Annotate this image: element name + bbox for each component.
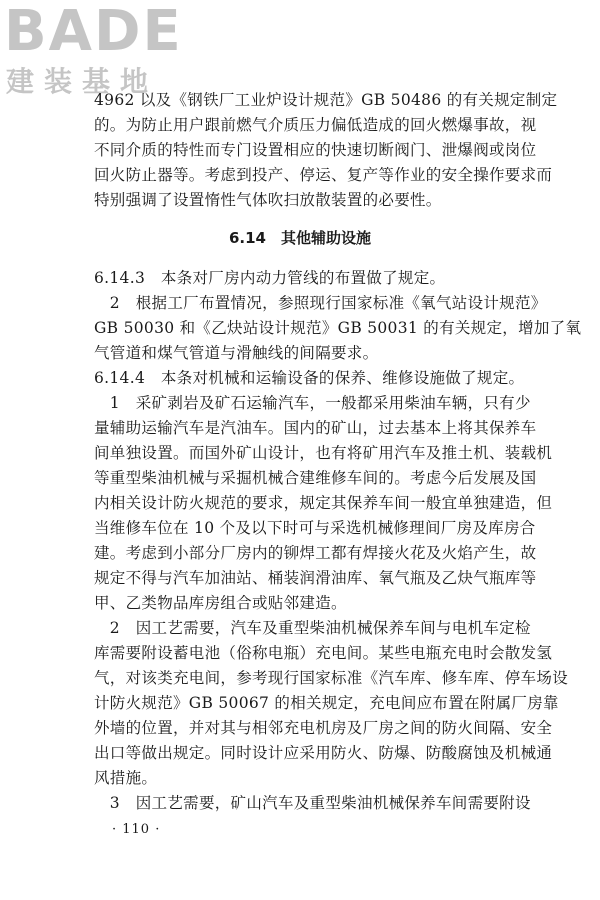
text-line: 计防火规范》GB 50067 的相关规定，充电间应布置在附属厂房靠 [94, 694, 559, 712]
text-line: 风措施。 [94, 769, 158, 787]
text-line: 特别强调了设置惰性气体吹扫放散装置的必要性。 [94, 191, 442, 209]
text-line: 气管道和煤气管道与滑触线的间隔要求。 [94, 344, 379, 362]
text-line: 4962 以及《钢铁厂工业炉设计规范》GB 50486 的有关规定制定 [94, 91, 558, 109]
text-line: 外墙的位置，并对其与相邻充电机房及厂房之间的防火间隔、安全 [94, 719, 553, 737]
text-line: 出口等做出规定。同时设计应采用防火、防爆、防酸腐蚀及机械通 [94, 744, 553, 762]
text-line: GB 50030 和《乙炔站设计规范》GB 50031 的有关规定，增加了氧 [94, 319, 582, 337]
watermark-subtitle: 建装基地 [6, 65, 159, 98]
section-heading: 6.14 其他辅助设施 [228, 229, 371, 247]
text-line: 当维修车位在 10 个及以下时可与采选机械修理间厂房及库房合 [94, 519, 536, 537]
text-line: 6.14.3 本条对厂房内动力管线的布置做了规定。 [94, 269, 446, 287]
text-line: 6.14.4 本条对机械和运输设备的保养、维修设施做了规定。 [94, 369, 525, 387]
text-line: 2 根据工厂布置情况，参照现行国家标准《氧气站设计规范》 [94, 294, 547, 312]
text-line: 气，对该类充电间，参考现行国家标准《汽车库、修车库、停车场设 [94, 669, 569, 687]
text-line: 规定不得与汽车加油站、桶装润滑油库、氧气瓶及乙炔气瓶库等 [94, 569, 537, 587]
text-line: 的。为防止用户跟前燃气介质压力偏低造成的回火燃爆事故，视 [94, 116, 537, 134]
text-line: 不同介质的特性而专门设置相应的快速切断阀门、泄爆阀或岗位 [94, 141, 537, 159]
text-line: 建。考虑到小部分厂房内的铆焊工都有焊接火花及火焰产生，故 [94, 544, 537, 562]
text-line: 3 因工艺需要，矿山汽车及重型柴油机械保养车间需要附设 [94, 794, 531, 812]
text-line: 甲、乙类物品库房组合或贴邻建造。 [94, 594, 347, 612]
text-line: 1 采矿剥岩及矿石运输汽车，一般都采用柴油车辆，只有少 [94, 394, 531, 412]
page-number: · 110 · [112, 822, 161, 837]
text-line: 库需要附设蓄电池（俗称电瓶）充电间。某些电瓶充电时会散发氢 [94, 644, 553, 662]
text-line: 回火防止器等。考虑到投产、停运、复产等作业的安全操作要求而 [94, 166, 553, 184]
text-line: 2 因工艺需要，汽车及重型柴油机械保养车间与电机车定检 [94, 619, 531, 637]
watermark-brand: BADE [4, 0, 183, 64]
text-line: 量辅助运输汽车是汽油车。国内的矿山，过去基本上将其保养车 [94, 419, 537, 437]
text-line: 内相关设计防火规范的要求，规定其保养车间一般宜单独建造，但 [94, 494, 553, 512]
text-line: 间单独设置。而国外矿山设计，也有将矿用汽车及推土机、装载机 [94, 444, 553, 462]
text-line: 等重型柴油机械与采掘机械合建维修车间的。考虑今后发展及国 [94, 469, 537, 487]
